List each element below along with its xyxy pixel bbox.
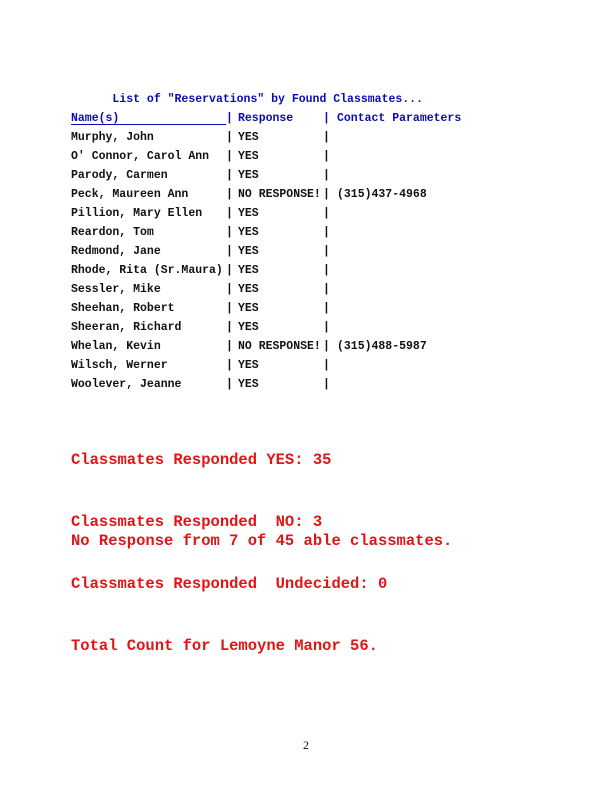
column-separator: | [226, 169, 233, 182]
summary-yes: Classmates Responded YES: 35 [71, 451, 332, 469]
column-separator: | [323, 283, 330, 296]
table-row [71, 356, 330, 375]
cell-response: YES [238, 359, 259, 372]
table-row [71, 280, 330, 299]
column-header-contact: Contact Parameters [337, 112, 462, 125]
column-separator: | [226, 150, 233, 163]
cell-response: YES [238, 131, 259, 144]
table-header [71, 109, 462, 128]
column-separator: | [323, 131, 330, 144]
cell-name: Peck, Maureen Ann [71, 188, 189, 201]
column-separator: | [226, 359, 233, 372]
column-separator: | [226, 245, 233, 258]
table-row [71, 318, 330, 337]
column-separator: | [323, 112, 330, 125]
cell-response: YES [238, 245, 259, 258]
table-row [71, 185, 427, 204]
column-separator: | [226, 131, 233, 144]
cell-response: YES [238, 283, 259, 296]
cell-name: Sheeran, Richard [71, 321, 182, 334]
cell-name: Wilsch, Werner [71, 359, 168, 372]
column-separator: | [226, 340, 233, 353]
column-separator: | [226, 378, 233, 391]
column-separator: | [323, 321, 330, 334]
cell-response: YES [238, 302, 259, 315]
column-separator: | [226, 226, 233, 239]
cell-name: Woolever, Jeanne [71, 378, 182, 391]
cell-contact: (315)437-4968 [337, 188, 427, 201]
cell-name: Whelan, Kevin [71, 340, 161, 353]
cell-name: Redmond, Jane [71, 245, 161, 258]
table-row [71, 299, 330, 318]
table-body [71, 128, 427, 394]
cell-response: YES [238, 207, 259, 220]
table-row [71, 204, 330, 223]
cell-contact: (315)488-5987 [337, 340, 427, 353]
column-separator: | [226, 112, 233, 125]
cell-response: YES [238, 150, 259, 163]
table-row [71, 242, 330, 261]
column-separator: | [323, 340, 330, 353]
summary-no: Classmates Responded NO: 3 [71, 513, 323, 531]
cell-response: YES [238, 226, 259, 239]
cell-response: YES [238, 321, 259, 334]
cell-name: Murphy, John [71, 131, 154, 144]
column-header-name: Name(s) [71, 109, 226, 125]
table-row [71, 261, 330, 280]
column-separator: | [323, 188, 330, 201]
column-separator: | [323, 226, 330, 239]
cell-response: NO RESPONSE! [238, 340, 321, 353]
column-separator: | [323, 378, 330, 391]
no-response-note: No Response from 7 of 45 able classmates. [71, 532, 453, 550]
list-title [71, 90, 423, 109]
column-separator: | [323, 359, 330, 372]
column-separator: | [323, 245, 330, 258]
column-separator: | [226, 188, 233, 201]
cell-name: Sheehan, Robert [71, 302, 175, 315]
column-separator: | [323, 264, 330, 277]
cell-name: O' Connor, Carol Ann [71, 150, 210, 163]
summary-total: Total Count for Lemoyne Manor 56. [71, 637, 378, 655]
column-separator: | [226, 264, 233, 277]
column-separator: | [323, 169, 330, 182]
table-row [71, 166, 330, 185]
table-row [71, 128, 330, 147]
page-number: 2 [303, 738, 309, 752]
cell-response: YES [238, 264, 259, 277]
column-separator: | [226, 321, 233, 334]
cell-name: Reardon, Tom [71, 226, 154, 239]
table-row [71, 337, 427, 356]
cell-name: Pillion, Mary Ellen [71, 207, 203, 220]
column-separator: | [226, 302, 233, 315]
column-separator: | [226, 283, 233, 296]
list-title-text: List of "Reservations" by Found Classmates... [112, 93, 423, 106]
column-separator: | [323, 150, 330, 163]
cell-name: Rhode, Rita (Sr.Maura) [71, 264, 223, 277]
response-summary [71, 411, 387, 695]
reservation-listing [71, 90, 462, 394]
cell-name: Parody, Carmen [71, 169, 168, 182]
column-header-response: Response [238, 112, 294, 125]
column-separator: | [323, 302, 330, 315]
cell-response: YES [238, 378, 259, 391]
column-separator: | [226, 207, 233, 220]
cell-response: NO RESPONSE! [238, 188, 321, 201]
summary-undecided: Classmates Responded Undecided: 0 [71, 575, 388, 593]
table-row [71, 375, 330, 394]
cell-response: YES [238, 169, 259, 182]
column-separator: | [323, 207, 330, 220]
table-row [71, 147, 330, 166]
table-row [71, 223, 330, 242]
cell-name: Sessler, Mike [71, 283, 161, 296]
